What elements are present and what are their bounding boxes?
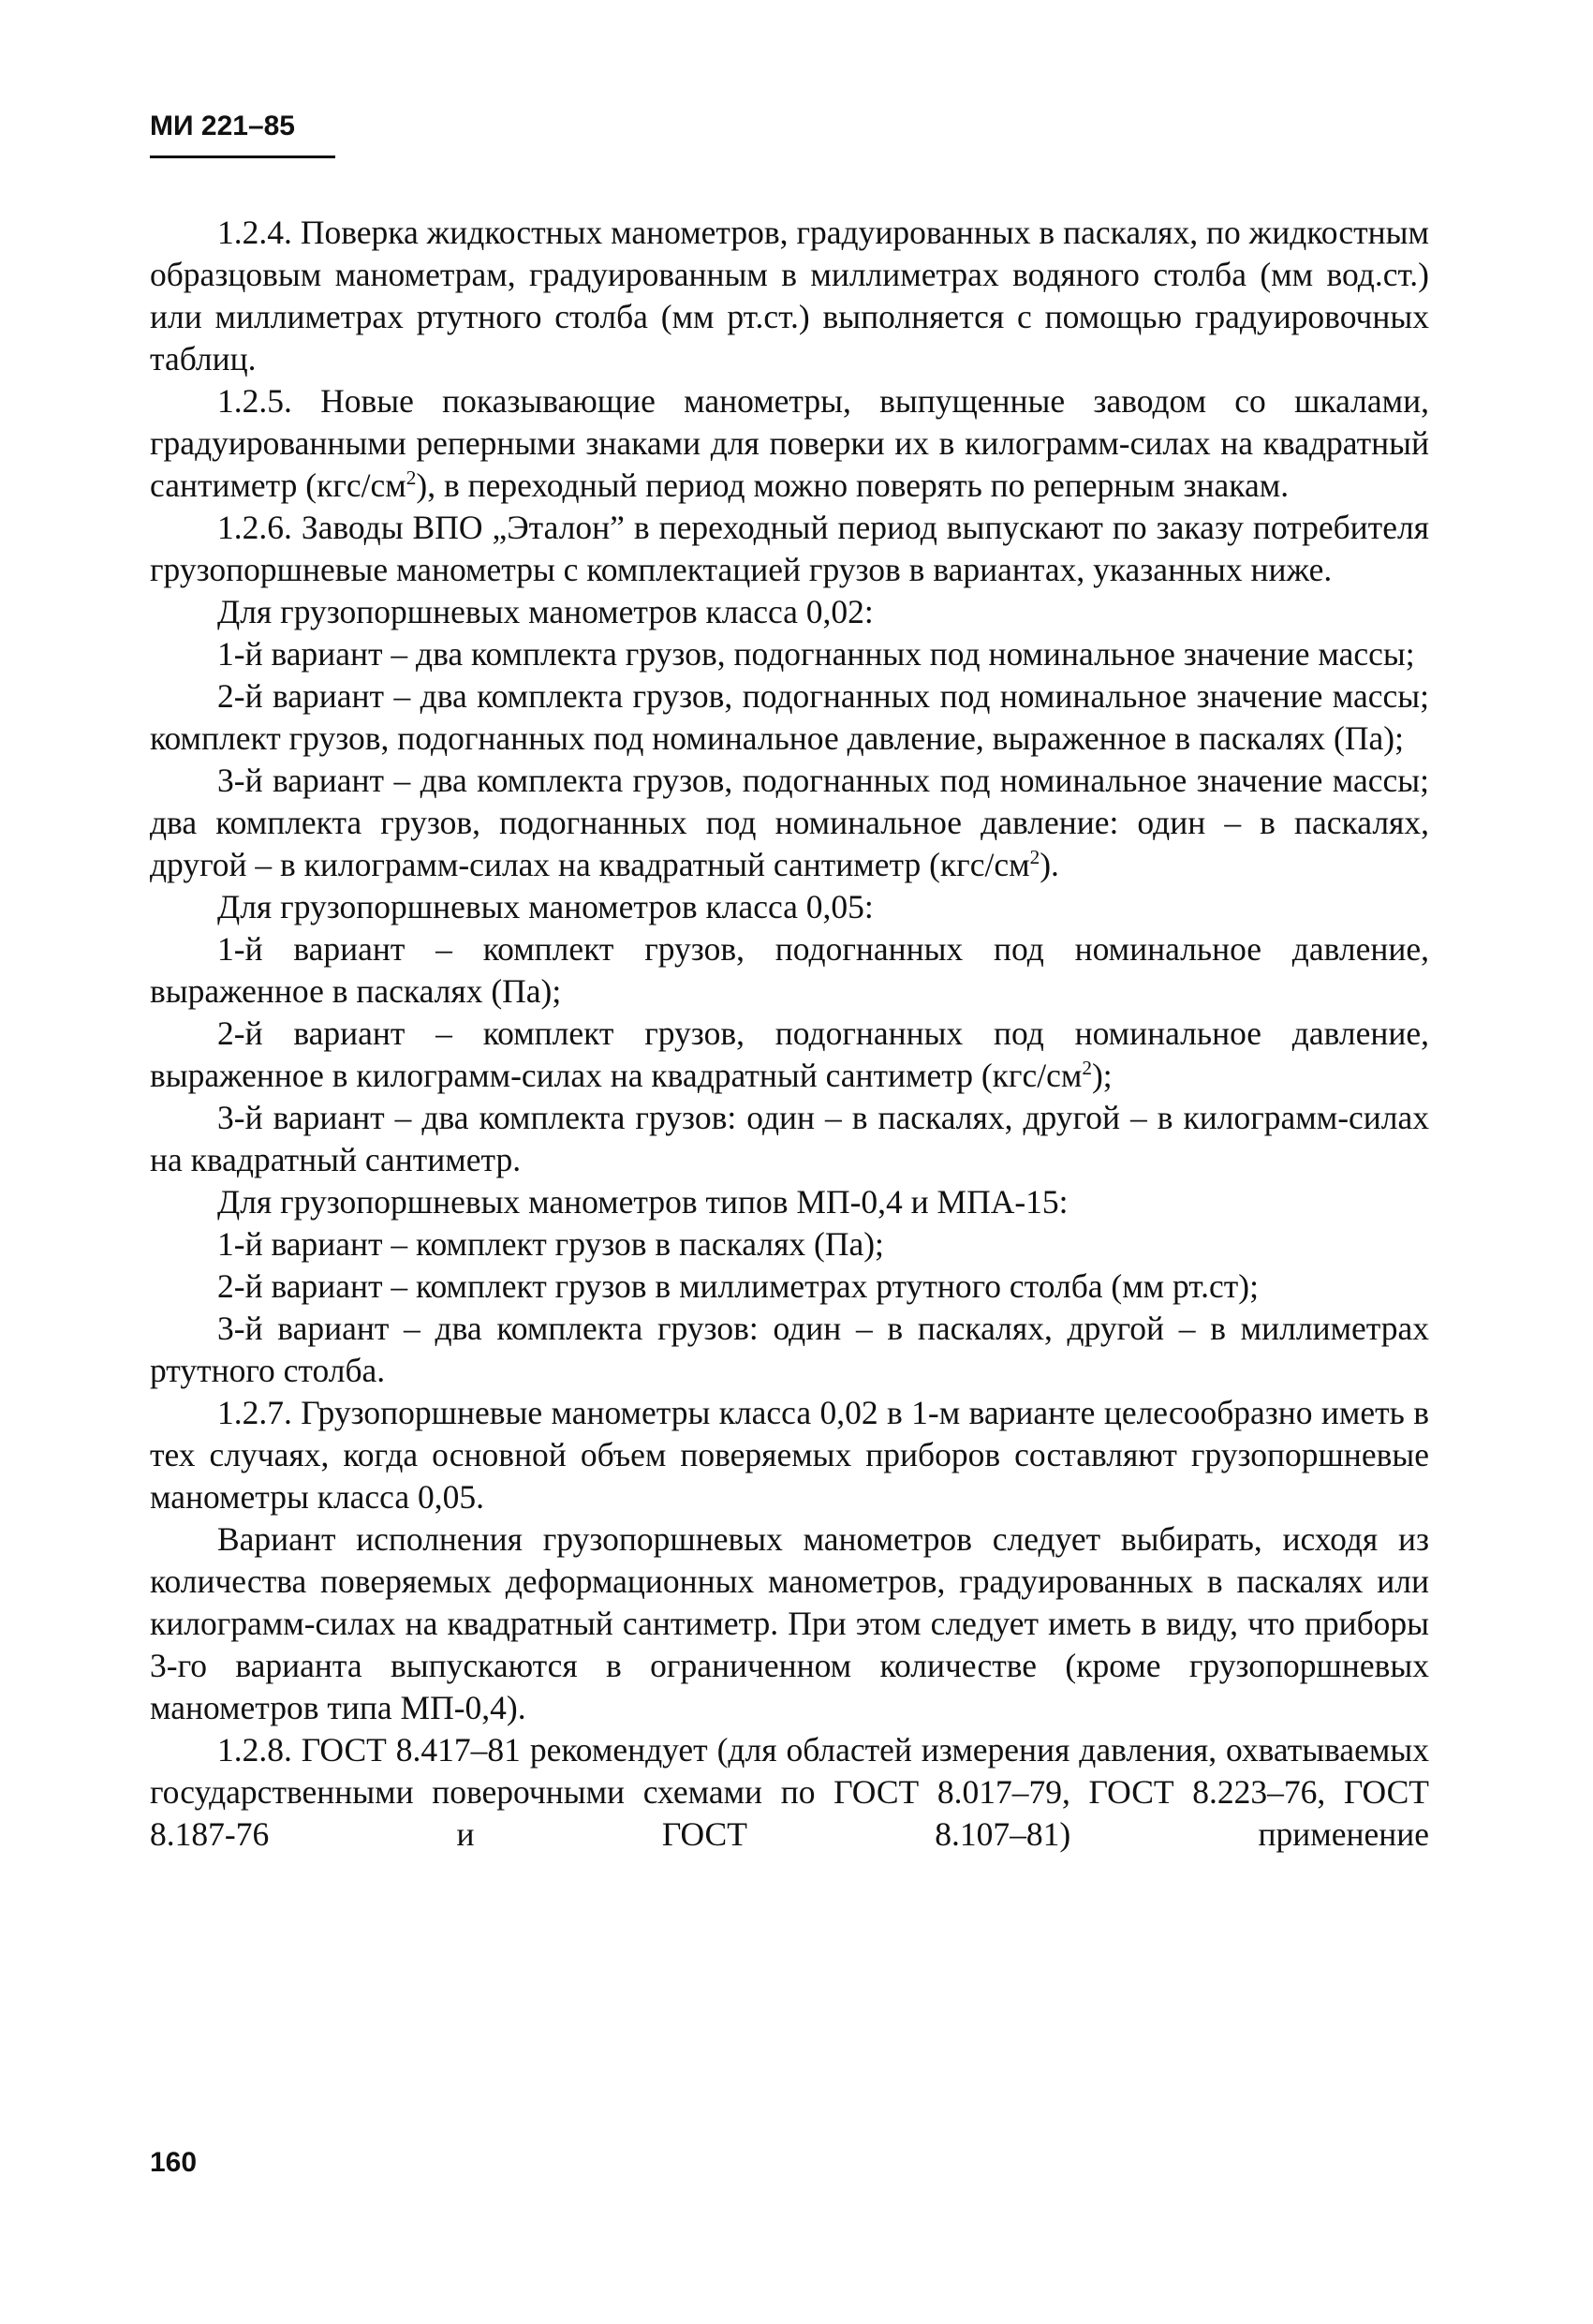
class-005-variant-2-text-b: ); <box>1091 1057 1113 1094</box>
superscript-2: 2 <box>406 466 417 490</box>
page-number: 160 <box>150 2147 198 2178</box>
class-002-variant-3-text-a: 3-й вариант – два комплекта грузов, подогнанных под номинальное значение массы; два комплекта грузов, подогнанных под номинальное давление: один – в паскалях, другой – в килограмм-силах на квадратный сантиметр (кгс/см <box>150 762 1429 883</box>
paragraph-1-2-4: 1.2.4. Поверка жидкостных манометров, градуированных в паскалях, по жидкостным образцовым манометрам, градуированным в миллиметрах водяного столба (мм вод.ст.) или миллиметрах ртутного столба (мм рт.ст.) выполняется с помощью градуировочных таблиц. <box>150 214 1429 377</box>
types-variant-3: 3-й вариант – два комплекта грузов: один – в паскалях, другой – в миллиметрах ртутного столба. <box>150 1310 1429 1389</box>
header-rule <box>150 155 335 158</box>
page-body <box>150 212 1429 1856</box>
document-id: МИ 221–85 <box>150 111 295 141</box>
types-variant-1: 1-й вариант – комплект грузов в паскалях (Па); <box>217 1225 884 1263</box>
class-005-variant-2 <box>150 1013 1429 1097</box>
superscript-2: 2 <box>1029 846 1040 869</box>
types-variant-2: 2-й вариант – комплект грузов в миллиметрах ртутного столба (мм рт.ст); <box>217 1267 1259 1305</box>
class-005-variant-2-text-a: 2-й вариант – комплект грузов, подогнанных под номинальное давление, выраженное в килограмм-силах на квадратный сантиметр (кгс/см <box>150 1014 1429 1094</box>
class-005-heading: Для грузопоршневых манометров класса 0,05: <box>217 888 874 925</box>
paragraph-1-2-7: 1.2.7. Грузопоршневые манометры класса 0,02 в 1-м варианте целесообразно иметь в тех случаях, когда основной объем поверяемых приборов составляют грузопоршневые манометры класса 0,05. <box>150 1394 1429 1516</box>
paragraph-variant-choice: Вариант исполнения грузопоршневых манометров следует выбирать, исходя из количества поверяемых деформационных манометров, градуированных в паскалях или килограмм-силах на квадратный сантиметр. При этом следует иметь в виду, что приборы 3-го варианта выпускаются в ограниченном количестве (кроме грузопоршневых манометров типа МП-0,4). <box>150 1520 1429 1726</box>
class-002-variant-3-text-b: ). <box>1040 846 1059 883</box>
paragraph-1-2-5-text-a: 1.2.5. Новые показывающие манометры, выпущенные заводом со шкалами, градуированными реперными знаками для поверки их в килограмм-силах на квадратный сантиметр (кгс/см <box>150 382 1429 504</box>
class-005-variant-1: 1-й вариант – комплект грузов, подогнанных под номинальное давление, выраженное в паскалях (Па); <box>150 930 1429 1010</box>
class-002-heading: Для грузопоршневых манометров класса 0,02: <box>217 593 874 630</box>
paragraph-1-2-5-text-b: ), в переходный период можно поверять по реперным знакам. <box>416 466 1290 504</box>
paragraph-1-2-5 <box>150 380 1429 507</box>
class-002-variant-2: 2-й вариант – два комплекта грузов, подогнанных под номинальное значение массы; комплект грузов, подогнанных под номинальное давление, выраженное в паскалях (Па); <box>150 677 1429 757</box>
types-heading: Для грузопоршневых манометров типов МП-0,4 и МПА-15: <box>217 1183 1069 1221</box>
paragraph-1-2-8: 1.2.8. ГОСТ 8.417–81 рекомендует (для областей измерения давления, охватываемых государственными поверочными схемами по ГОСТ 8.017–79, ГОСТ 8.223–76, ГОСТ 8.187-76 и ГОСТ 8.107–81) применение <box>150 1731 1429 1853</box>
class-005-variant-3: 3-й вариант – два комплекта грузов: один – в паскалях, другой – в килограмм-силах на квадратный сантиметр. <box>150 1099 1429 1178</box>
paragraph-1-2-6: 1.2.6. Заводы ВПО „Эталон” в переходный период выпускают по заказу потребителя грузопоршневые манометры с комплектацией грузов в вариантах, указанных ниже. <box>150 509 1429 588</box>
class-002-variant-1: 1-й вариант – два комплекта грузов, подогнанных под номинальное значение массы; <box>217 635 1415 673</box>
superscript-2: 2 <box>1082 1057 1092 1080</box>
class-002-variant-3 <box>150 760 1429 886</box>
